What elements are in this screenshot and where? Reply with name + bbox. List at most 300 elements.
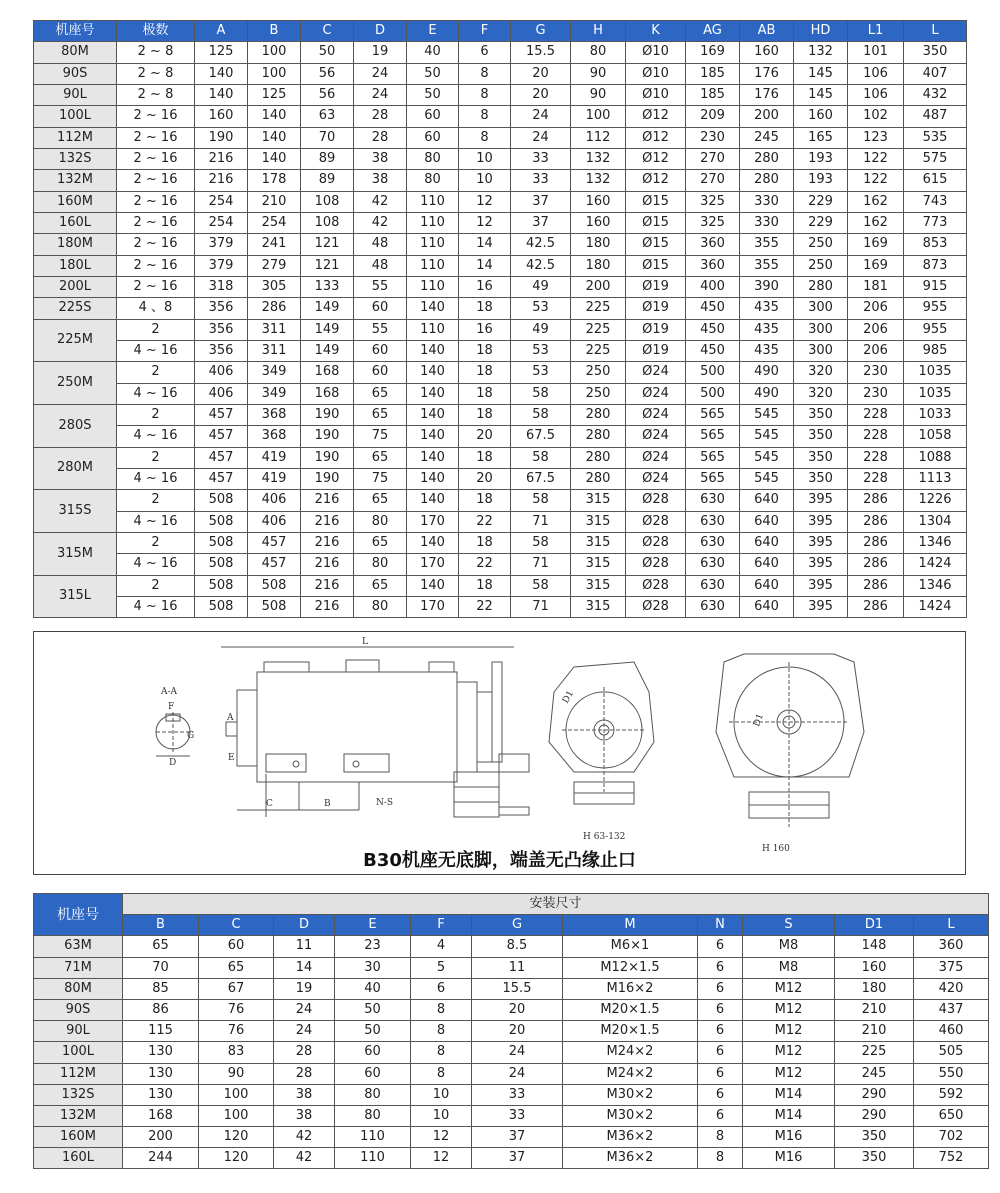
table-cell: 108 [301, 212, 354, 233]
table-cell: 500 [686, 383, 740, 404]
table-cell: 229 [794, 212, 848, 233]
table-cell: 435 [740, 298, 794, 319]
table-cell: 11 [274, 936, 335, 957]
table-cell: 6 [459, 42, 511, 63]
table-cell: Ø24 [626, 362, 686, 383]
frame-range-label: H 160 [762, 844, 790, 854]
table-cell: Ø15 [626, 191, 686, 212]
table-cell: 2 [117, 404, 195, 425]
table-cell: 37 [511, 191, 571, 212]
table-cell: 280 [571, 404, 626, 425]
table-cell: Ø28 [626, 575, 686, 596]
table-cell: 48 [354, 234, 407, 255]
table-cell: 130 [123, 1063, 199, 1084]
table-cell: 14 [274, 957, 335, 978]
table-cell: 180 [835, 978, 914, 999]
table-cell: 349 [248, 362, 301, 383]
table-cell: M8 [743, 957, 835, 978]
table-cell: 18 [459, 532, 511, 553]
table-cell: 60 [354, 340, 407, 361]
table-cell: 42.5 [511, 255, 571, 276]
table-cell: M30×2 [563, 1105, 698, 1126]
table-cell: 56 [301, 84, 354, 105]
table-cell: 6 [698, 1063, 743, 1084]
table-cell: 290 [835, 1084, 914, 1105]
table-cell: M12 [743, 978, 835, 999]
table-cell: 216 [301, 596, 354, 617]
drawing-caption: B30机座无底脚，端盖无凸缘止口 [363, 850, 636, 871]
table-cell: 508 [248, 575, 301, 596]
table-cell: 170 [407, 596, 459, 617]
table-cell: 315 [571, 532, 626, 553]
table-cell: 350 [794, 447, 848, 468]
table-row [34, 1084, 989, 1105]
table-cell: 8 [698, 1127, 743, 1148]
table-cell: 368 [248, 426, 301, 447]
table-cell: 325 [686, 191, 740, 212]
table-cell: 132 [571, 170, 626, 191]
table-cell: Ø12 [626, 170, 686, 191]
table-cell: 1304 [904, 511, 967, 532]
table-cell: 89 [301, 170, 354, 191]
table-row [34, 1105, 989, 1126]
table-cell: 8.5 [472, 936, 563, 957]
table-row [34, 148, 967, 169]
table-cell: 640 [740, 554, 794, 575]
table-cell: 176 [740, 84, 794, 105]
table-cell: 19 [354, 42, 407, 63]
table-cell: M16 [743, 1148, 835, 1169]
table-cell: 1424 [904, 596, 967, 617]
frame-number-cell: 90L [34, 84, 117, 105]
table-cell: 160 [794, 106, 848, 127]
table-cell: 37 [511, 212, 571, 233]
frame-number-cell: 80M [34, 42, 117, 63]
table-cell: 28 [274, 1063, 335, 1084]
table-cell: 110 [407, 191, 459, 212]
table-cell: 100 [248, 42, 301, 63]
table-cell: 640 [740, 490, 794, 511]
frame-number-cell: 90S [34, 63, 117, 84]
table-cell: 508 [195, 490, 248, 511]
table-cell: 53 [511, 298, 571, 319]
table-cell: 8 [411, 1063, 472, 1084]
column-header: M [563, 915, 698, 936]
table-cell: 140 [248, 127, 301, 148]
motor-drawing-panel [33, 631, 966, 875]
table-cell: 24 [472, 1063, 563, 1084]
table-cell: 14 [459, 234, 511, 255]
table-cell: 244 [123, 1148, 199, 1169]
table-cell: 280 [571, 426, 626, 447]
table-cell: 18 [459, 447, 511, 468]
table-cell: 1424 [904, 554, 967, 575]
column-header: L [914, 915, 989, 936]
table-row [34, 127, 967, 148]
frame-number-header: 机座号 [34, 894, 123, 936]
table-cell: 140 [407, 426, 459, 447]
column-header: G [511, 21, 571, 42]
table-cell: 48 [354, 255, 407, 276]
frame-number-cell: 112M [34, 1063, 123, 1084]
svg-text:L: L [362, 637, 368, 647]
table-cell: 615 [904, 170, 967, 191]
table-cell: 350 [904, 42, 967, 63]
table-cell: 190 [301, 426, 354, 447]
table-cell: 545 [740, 468, 794, 489]
table-cell: 6 [698, 1084, 743, 1105]
table-cell: 640 [740, 532, 794, 553]
table-cell: 120 [199, 1127, 274, 1148]
table-cell: 400 [686, 276, 740, 297]
table-cell: M20×1.5 [563, 999, 698, 1020]
table-cell: 330 [740, 212, 794, 233]
table-cell: 356 [195, 298, 248, 319]
column-header: B [123, 915, 199, 936]
table-cell: 395 [794, 511, 848, 532]
svg-text:E: E [228, 753, 235, 763]
table-cell: 24 [472, 1042, 563, 1063]
table-cell: Ø28 [626, 554, 686, 575]
frame-number-cell: 180L [34, 255, 117, 276]
table-cell: 123 [848, 127, 904, 148]
table-cell: 225 [571, 340, 626, 361]
table-cell: 395 [794, 490, 848, 511]
table-cell: 575 [904, 148, 967, 169]
table-cell: 4 、8 [117, 298, 195, 319]
table-cell: 42 [274, 1127, 335, 1148]
table-cell: 379 [195, 234, 248, 255]
column-header: E [335, 915, 411, 936]
table-cell: 4 ~ 16 [117, 511, 195, 532]
table-cell: 209 [686, 106, 740, 127]
table-cell: 216 [301, 575, 354, 596]
table-cell: M16×2 [563, 978, 698, 999]
table-row [34, 575, 967, 596]
table-cell: 140 [407, 362, 459, 383]
table-cell: 752 [914, 1148, 989, 1169]
table-cell: 71 [511, 596, 571, 617]
frame-number-cell: 132S [34, 148, 117, 169]
column-header: B [248, 21, 301, 42]
table-cell: 4 ~ 16 [117, 596, 195, 617]
table-cell: 985 [904, 340, 967, 361]
table-cell: 108 [301, 191, 354, 212]
table-cell: 18 [459, 340, 511, 361]
table-cell: 110 [407, 234, 459, 255]
table-cell: 406 [195, 362, 248, 383]
table-cell: 2 ~ 8 [117, 84, 195, 105]
table-cell: 6 [698, 1042, 743, 1063]
table-cell: 140 [195, 84, 248, 105]
table-cell: M20×1.5 [563, 1021, 698, 1042]
table-cell: 33 [472, 1084, 563, 1105]
table-cell: 250 [571, 383, 626, 404]
table-cell: 743 [904, 191, 967, 212]
table-cell: 270 [686, 148, 740, 169]
table-cell: 11 [472, 957, 563, 978]
table-cell: 630 [686, 511, 740, 532]
table-cell: 67 [199, 978, 274, 999]
table-cell: 12 [411, 1148, 472, 1169]
table-cell: 300 [794, 319, 848, 340]
frame-number-cell: 132M [34, 1105, 123, 1126]
table-cell: 33 [511, 170, 571, 191]
table-cell: 185 [686, 84, 740, 105]
table-cell: 8 [459, 106, 511, 127]
table-cell: 315 [571, 511, 626, 532]
table-cell: 160 [835, 957, 914, 978]
svg-text:D: D [169, 758, 177, 768]
table-cell: 457 [248, 554, 301, 575]
table-cell: 20 [472, 999, 563, 1020]
table-cell: 6 [698, 999, 743, 1020]
table-row [34, 404, 967, 425]
table-cell: 37 [472, 1148, 563, 1169]
table-cell: 286 [848, 575, 904, 596]
table-row [34, 511, 967, 532]
table-cell: 1088 [904, 447, 967, 468]
table-cell: 435 [740, 319, 794, 340]
table-cell: 640 [740, 596, 794, 617]
table-cell: 2 [117, 490, 195, 511]
table-cell: 42 [354, 191, 407, 212]
table-cell: 15.5 [511, 42, 571, 63]
table-cell: 915 [904, 276, 967, 297]
table-cell: 49 [511, 276, 571, 297]
column-header: AB [740, 21, 794, 42]
table-cell: 640 [740, 511, 794, 532]
table-cell: 4 ~ 16 [117, 340, 195, 361]
table-cell: M12 [743, 1063, 835, 1084]
table-cell: 2 [117, 532, 195, 553]
frame-number-cell: 280S [34, 404, 117, 447]
table-cell: 18 [459, 404, 511, 425]
table-cell: 955 [904, 298, 967, 319]
table-cell: Ø28 [626, 490, 686, 511]
table-cell: 216 [195, 148, 248, 169]
column-header: C [199, 915, 274, 936]
table-row [34, 468, 967, 489]
table-cell: 460 [914, 1021, 989, 1042]
table-cell: 170 [407, 511, 459, 532]
table-cell: 80 [354, 511, 407, 532]
table-cell: M14 [743, 1084, 835, 1105]
table-cell: 133 [301, 276, 354, 297]
table-cell: 229 [794, 191, 848, 212]
table-cell: 4 ~ 16 [117, 468, 195, 489]
table-cell: 6 [698, 978, 743, 999]
table-cell: 185 [686, 63, 740, 84]
table-cell: 2 [117, 447, 195, 468]
table-cell: 350 [794, 404, 848, 425]
table-cell: Ø10 [626, 84, 686, 105]
table-cell: 33 [511, 148, 571, 169]
table-cell: 280 [571, 468, 626, 489]
table-cell: 162 [848, 191, 904, 212]
table-cell: 1346 [904, 575, 967, 596]
table-cell: 120 [199, 1148, 274, 1169]
table-cell: 853 [904, 234, 967, 255]
table-cell: 250 [794, 234, 848, 255]
table-cell: 115 [123, 1021, 199, 1042]
table-cell: 508 [195, 575, 248, 596]
table-row [34, 426, 967, 447]
frame-number-cell: 280M [34, 447, 117, 490]
table-cell: 121 [301, 255, 354, 276]
column-header: A [195, 21, 248, 42]
table-cell: 193 [794, 148, 848, 169]
table-cell: 206 [848, 298, 904, 319]
end-view-large [716, 654, 864, 854]
table-cell: 50 [335, 1021, 411, 1042]
table-cell: 149 [301, 298, 354, 319]
table-cell: 40 [407, 42, 459, 63]
table-cell: Ø19 [626, 298, 686, 319]
table-cell: 101 [848, 42, 904, 63]
table-cell: 170 [407, 554, 459, 575]
table-cell: 487 [904, 106, 967, 127]
table-cell: 24 [354, 84, 407, 105]
table-cell: 125 [195, 42, 248, 63]
table-cell: 8 [411, 1042, 472, 1063]
table-cell: 773 [904, 212, 967, 233]
table-cell: Ø15 [626, 234, 686, 255]
table-row [34, 532, 967, 553]
table-cell: 305 [248, 276, 301, 297]
table-cell: 2 ~ 16 [117, 276, 195, 297]
table-cell: 200 [571, 276, 626, 297]
table-cell: 245 [740, 127, 794, 148]
table-cell: 206 [848, 340, 904, 361]
table-cell: 245 [835, 1063, 914, 1084]
table-cell: 80 [571, 42, 626, 63]
table-group-row [34, 894, 989, 915]
table-cell: Ø12 [626, 106, 686, 127]
table-cell: 160 [195, 106, 248, 127]
frame-number-cell: 132M [34, 170, 117, 191]
table-cell: 4 ~ 16 [117, 383, 195, 404]
table-cell: 140 [407, 490, 459, 511]
table-header-row [34, 915, 989, 936]
table-cell: 2 [117, 575, 195, 596]
table-cell: 20 [459, 468, 511, 489]
table-cell: 318 [195, 276, 248, 297]
table-row [34, 554, 967, 575]
table-cell: 592 [914, 1084, 989, 1105]
table-cell: 24 [354, 63, 407, 84]
table-cell: 2 ~ 8 [117, 63, 195, 84]
table-cell: 2 ~ 8 [117, 42, 195, 63]
table-cell: 320 [794, 362, 848, 383]
table-row [34, 63, 967, 84]
table-row [34, 957, 989, 978]
table-cell: 286 [248, 298, 301, 319]
table-cell: 86 [123, 999, 199, 1020]
frame-number-cell: 225M [34, 319, 117, 362]
table-cell: 6 [698, 936, 743, 957]
table-cell: 190 [195, 127, 248, 148]
table-cell: 42.5 [511, 234, 571, 255]
table-cell: 65 [199, 957, 274, 978]
table-cell: 58 [511, 383, 571, 404]
table-cell: 630 [686, 490, 740, 511]
end-view-small [549, 662, 654, 842]
frame-number-cell: 100L [34, 106, 117, 127]
frame-number-cell: 112M [34, 127, 117, 148]
table-cell: 330 [740, 191, 794, 212]
table-cell: 180 [571, 234, 626, 255]
table-cell: 121 [301, 234, 354, 255]
table-cell: 190 [301, 404, 354, 425]
table-cell: 254 [195, 212, 248, 233]
table-cell: 2 ~ 16 [117, 148, 195, 169]
table-cell: 102 [848, 106, 904, 127]
table-cell: 58 [511, 490, 571, 511]
table-cell: 457 [195, 426, 248, 447]
table-cell: 457 [248, 532, 301, 553]
table-cell: 132 [794, 42, 848, 63]
table-cell: 28 [354, 106, 407, 127]
table-cell: 286 [848, 554, 904, 575]
table-row [34, 340, 967, 361]
table-cell: 168 [123, 1105, 199, 1126]
column-header: 机座号 [34, 21, 117, 42]
table-cell: 24 [274, 1021, 335, 1042]
table-cell: 6 [698, 1105, 743, 1126]
table-cell: 315 [571, 575, 626, 596]
table-cell: 390 [740, 276, 794, 297]
column-header: 极数 [117, 21, 195, 42]
frame-number-cell: 160L [34, 212, 117, 233]
svg-text:D1: D1 [561, 689, 577, 706]
table-cell: 130 [123, 1042, 199, 1063]
table-cell: 22 [459, 554, 511, 575]
table-cell: 8 [459, 127, 511, 148]
table-cell: M6×1 [563, 936, 698, 957]
table-cell: 437 [914, 999, 989, 1020]
table-cell: 650 [914, 1105, 989, 1126]
table-cell: 180 [571, 255, 626, 276]
table-cell: M12 [743, 1042, 835, 1063]
frame-number-cell: 160M [34, 191, 117, 212]
table-cell: M12 [743, 999, 835, 1020]
table-row [34, 1063, 989, 1084]
table-cell: 4 ~ 16 [117, 554, 195, 575]
table-cell: 270 [686, 170, 740, 191]
table-cell: 355 [740, 234, 794, 255]
table-cell: 149 [301, 319, 354, 340]
table-cell: 90 [571, 63, 626, 84]
table-cell: 360 [914, 936, 989, 957]
table-cell: 508 [248, 596, 301, 617]
table-cell: 75 [354, 426, 407, 447]
table-row [34, 298, 967, 319]
table-cell: 395 [794, 554, 848, 575]
table-cell: Ø19 [626, 319, 686, 340]
table-cell: 280 [794, 276, 848, 297]
table-cell: 508 [195, 511, 248, 532]
table-cell: 106 [848, 63, 904, 84]
table-cell: 24 [511, 127, 571, 148]
frame-number-cell: 132S [34, 1084, 123, 1105]
table-cell: 140 [248, 148, 301, 169]
table-cell: 140 [407, 298, 459, 319]
table-cell: 315 [571, 554, 626, 575]
table-cell: 630 [686, 554, 740, 575]
table-cell: 160 [571, 191, 626, 212]
table-cell: Ø28 [626, 596, 686, 617]
